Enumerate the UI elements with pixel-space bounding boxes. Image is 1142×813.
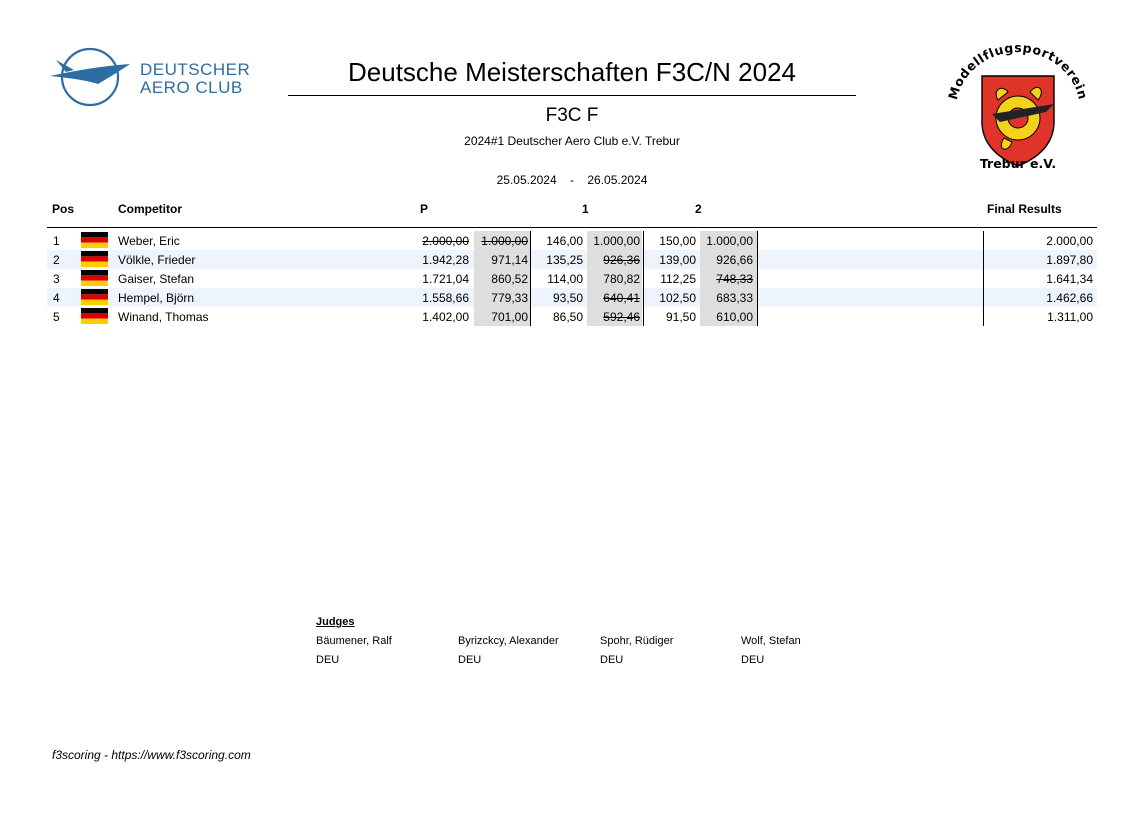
prelim-normalized-score: 701,00 [491,310,528,324]
column-divider [983,269,984,288]
header-final-results: Final Results [987,202,1062,216]
header-competitor: Competitor [118,202,182,216]
table-row [47,231,1097,250]
results-table [47,231,1097,326]
final-result: 1.897,80 [1046,253,1093,267]
column-divider [983,288,984,307]
header-preliminary: P [420,202,429,216]
page-subtitle: F3C F [545,105,599,126]
prelim-raw-score: 1.942,28 [422,253,469,267]
round2-raw-score: 139,00 [659,253,696,267]
header-round-2: 2 [695,202,702,216]
round2-normalized-score: 610,00 [716,310,753,324]
column-divider [983,231,984,250]
germany-flag [81,251,108,267]
position: 4 [53,291,60,305]
column-divider [757,250,758,269]
position: 2 [53,253,60,267]
germany-flag [81,289,108,305]
table-row [47,269,1097,288]
round1-normalized-score: 1.000,00 [593,234,640,248]
date-to: 26.05.2024 [587,173,648,187]
round1-raw-score: 135,25 [546,253,583,267]
crest-top-text: Modellflugsportverein [944,40,1091,102]
date-separator: - [570,173,574,187]
round2-raw-score: 102,50 [659,291,696,305]
event-name: 2024#1 Deutscher Aero Club e.V. Trebur [464,134,680,148]
footer-credit: f3scoring - https://www.f3scoring.com [52,748,251,762]
column-divider [757,288,758,307]
final-result: 1.462,66 [1046,291,1093,305]
final-result: 2.000,00 [1046,234,1093,248]
table-row [47,288,1097,307]
logo-text-line1: DEUTSCHER [140,60,251,79]
prelim-raw-score: 2.000,00 [422,234,469,248]
column-divider [757,307,758,326]
judge-name: Spohr, Rüdiger [600,635,674,647]
round1-normalized-score: 780,82 [603,272,640,286]
date-from: 25.05.2024 [496,173,557,187]
judge-name: Byrizckcy, Alexander [458,635,559,647]
table-row [47,307,1097,326]
round2-raw-score: 150,00 [659,234,696,248]
judge-nation: DEU [316,654,340,666]
prelim-normalized-score: 1.000,00 [481,234,528,248]
header-divider [47,227,1097,228]
prelim-raw-score: 1.558,66 [422,291,469,305]
round1-normalized-score: 640,41 [603,291,640,305]
round2-raw-score: 91,50 [665,310,696,324]
round2-normalized-score: 748,33 [716,272,753,286]
logo-text-line2: AERO CLUB [140,78,243,97]
round2-normalized-score: 1.000,00 [706,234,753,248]
column-divider [983,250,984,269]
judge-nation: DEU [458,654,482,666]
round1-raw-score: 114,00 [547,272,583,286]
header-round-1: 1 [582,202,589,216]
judge-nation: DEU [741,654,765,666]
germany-flag [81,308,108,324]
club-crest-logo [942,40,1092,176]
event-dates [288,173,856,187]
round2-normalized-score: 683,33 [716,291,753,305]
judge-name: Bäumener, Ralf [316,635,392,647]
table-row [47,250,1097,269]
prelim-normalized-score: 779,33 [491,291,528,305]
competitor-name: Weber, Eric [118,234,180,248]
final-result: 1.641,34 [1046,272,1093,286]
competitor-name: Hempel, Björn [118,291,195,305]
position: 3 [53,272,60,286]
position: 5 [53,310,60,324]
prelim-normalized-score: 860,52 [491,272,528,286]
final-result: 1.311,00 [1047,310,1093,324]
round1-normalized-score: 592,46 [603,310,640,324]
judges-title: Judges [316,616,355,628]
column-divider [983,307,984,326]
title-divider [288,95,856,96]
judge-name: Wolf, Stefan [741,635,801,647]
round1-raw-score: 146,00 [546,234,583,248]
judge-nation: DEU [600,654,624,666]
header-pos: Pos [52,202,75,216]
column-divider [757,231,758,250]
competitor-name: Völkle, Frieder [118,253,196,267]
column-divider [757,269,758,288]
page-title: Deutsche Meisterschaften F3C/N 2024 [348,57,796,87]
round2-normalized-score: 926,66 [716,253,753,267]
round1-raw-score: 86,50 [552,310,583,324]
germany-flag [81,270,108,286]
round2-raw-score: 112,25 [660,272,696,286]
prelim-normalized-score: 971,14 [491,253,528,267]
crest-bottom-text: Trebur e.V. [979,156,1057,171]
position: 1 [53,234,60,248]
competitor-name: Gaiser, Stefan [118,272,195,286]
round1-normalized-score: 926,36 [603,253,640,267]
prelim-raw-score: 1.721,04 [422,272,469,286]
prelim-raw-score: 1.402,00 [422,310,469,324]
competitor-name: Winand, Thomas [118,310,209,324]
round1-raw-score: 93,50 [552,291,583,305]
germany-flag [81,232,108,248]
